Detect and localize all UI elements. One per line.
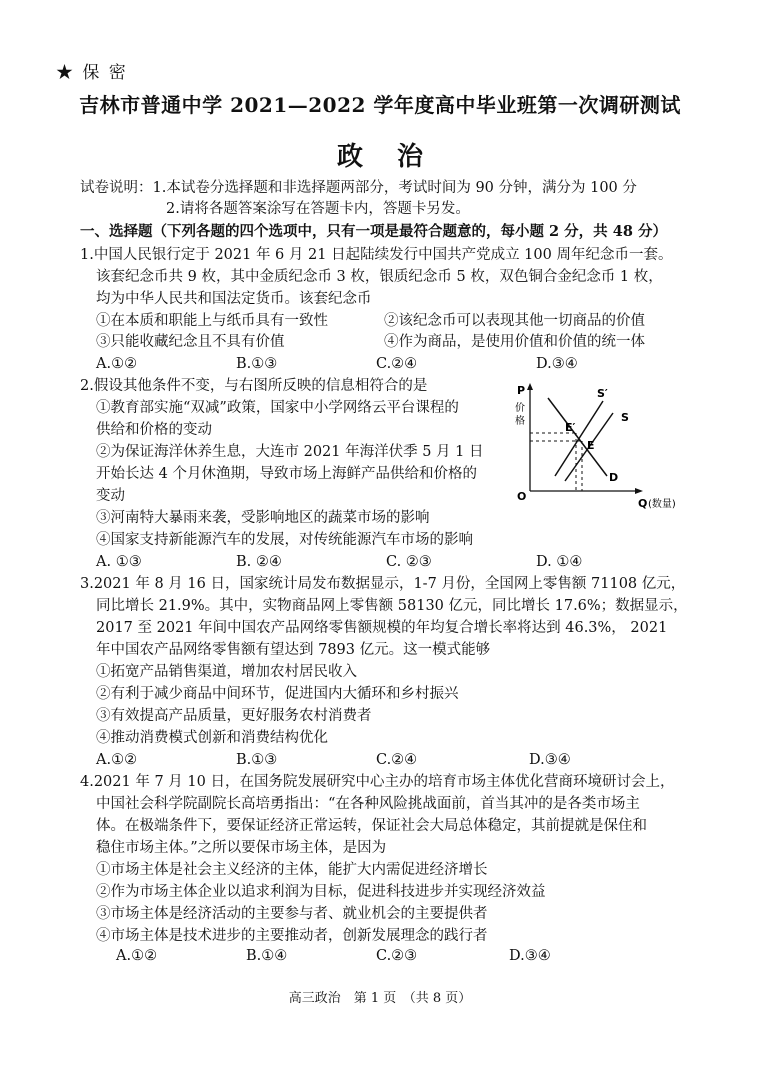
option-a: A.①②: [96, 752, 138, 768]
option-d: D. ①④: [536, 554, 583, 570]
option-d: D.③④: [536, 356, 578, 372]
question-text-line: 供给和价格的变动: [96, 422, 212, 438]
label-e: E: [587, 439, 595, 452]
statement-3: ③只能收藏纪念且不具有价值: [96, 334, 285, 350]
option-b: B. ②④: [236, 554, 282, 570]
statement-3: ③河南特大暴雨来袭，受影响地区的蔬菜市场的影响: [96, 510, 430, 526]
statement-3: ③有效提高产品质量，更好服务农村消费者: [96, 708, 372, 724]
statement-1: ①市场主体是社会主义经济的主体，能扩大内需促进经济增长: [96, 862, 488, 878]
option-d: D.③④: [509, 948, 551, 964]
statement-4: ④国家支持新能源汽车的发展，对传统能源汽车市场的影响: [96, 532, 473, 548]
question-text-line: 体。在极端条件下，要保证经济正常运转，保证社会大局总体稳定，其前提就是保住和: [96, 818, 647, 834]
question-text-line: 开始长达 4 个月休渔期，导致市场上海鲜产品供给和价格的: [96, 466, 477, 482]
option-d: D.③④: [529, 752, 571, 768]
axis-label-price-char-2: 格: [515, 416, 525, 427]
statement-2: ②该纪念币可以表现其他一切商品的价值: [384, 313, 645, 329]
option-c: C.②③: [376, 948, 418, 964]
statement-1: ①拓宽产品销售渠道，增加农村居民收入: [96, 664, 357, 680]
option-a: A.①②: [116, 948, 158, 964]
section-heading: 一、选择题（下列各题的四个选项中，只有一项是最符合题意的，每小题 2 分，共 48 分）: [80, 223, 667, 240]
y-axis-arrow: [527, 383, 533, 390]
option-a: A. ①③: [96, 554, 142, 570]
instructions-line-2: 2.请将各题答案涂写在答题卡内，答题卡另发。: [166, 201, 470, 217]
secret-label: ★ 保 密: [56, 63, 128, 83]
statement-1: ①在本质和职能上与纸币具有一致性: [96, 313, 328, 329]
label-s: S: [621, 411, 629, 424]
statement-1: ①教育部实施“双减”政策，国家中小学网络云平台课程的: [96, 400, 459, 416]
statement-4: ④作为商品，是使用价值和价值的统一体: [384, 334, 645, 350]
statement-4: ④推动消费模式创新和消费结构优化: [96, 730, 328, 746]
question-text-line: 2017 至 2021 年间中国农产品网络零售额规模的年均复合增长率将达到 46.3%， 2021: [96, 620, 668, 636]
page-footer: 高三政治 第 1 页 （共 8 页）: [288, 991, 472, 1006]
statement-2: ②有利于减少商品中间环节，促进国内大循环和乡村振兴: [96, 686, 459, 702]
option-b: B.①③: [236, 356, 278, 372]
option-c: C.②④: [376, 752, 418, 768]
statement-2: ②为保证海洋休养生息，大连市 2021 年海洋伏季 5 月 1 日: [96, 444, 484, 460]
instructions-line-1: 试卷说明：1.本试卷分选择题和非选择题两部分，考试时间为 90 分钟，满分为 100 分: [80, 180, 637, 196]
supply-demand-graph: [505, 378, 695, 513]
question-text-line: 稳住市场主体。”之所以要保市场主体，是因为: [96, 840, 387, 856]
option-c: C.②④: [376, 356, 418, 372]
statement-2: ②作为市场主体企业以追求利润为目标，促进科技进步并实现经济效益: [96, 884, 546, 900]
option-b: B.①③: [236, 752, 278, 768]
question-text-line: 同比增长 21.9%。其中，实物商品网上零售额 58130 亿元，同比增长 17.6%；数据显示，: [96, 598, 688, 614]
statement-3: ③市场主体是经济活动的主要参与者、就业机会的主要提供者: [96, 906, 488, 922]
exam-title: 吉林市普通中学 2021—2022 学年度高中毕业班第一次调研测试: [79, 93, 681, 117]
axis-label-p: P: [517, 384, 526, 397]
origin-label: O: [517, 490, 527, 503]
question-text-line: 年中国农产品网络零售额有望达到 7893 亿元。这一模式能够: [96, 642, 491, 658]
question-text-line: 中国社会科学院副院长高培勇指出：“在各种风险挑战面前，首当其冲的是各类市场主: [96, 796, 640, 812]
label-d: D: [609, 471, 619, 484]
option-c: C. ②③: [386, 554, 432, 570]
question-text-line: 1.中国人民银行定于 2021 年 6 月 21 日起陆续发行中国共产党成立 100 周年纪念币一套。: [80, 247, 673, 263]
question-text-line: 2.假设其他条件不变，与右图所反映的信息相符合的是: [80, 378, 428, 394]
statement-4: ④市场主体是技术进步的主要推动者，创新发展理念的践行者: [96, 928, 488, 944]
option-a: A.①②: [96, 356, 138, 372]
option-b: B.①④: [246, 948, 288, 964]
label-e-prime: E′: [565, 421, 576, 434]
axis-label-quantity: (数量): [648, 499, 676, 510]
question-text-line: 均为中华人民共和国法定货币。该套纪念币: [96, 291, 372, 307]
axis-label-q: Q: [638, 497, 648, 510]
question-text-line: 4.2021 年 7 月 10 日，在国务院发展研究中心主办的培育市场主体优化营商环境研讨会上，: [80, 774, 675, 790]
label-s-prime: S′: [597, 387, 608, 400]
question-text-line: 变动: [96, 488, 125, 504]
question-text-line: 3.2021 年 8 月 16 日，国家统计局发布数据显示，1-7 月份，全国网上零售额 71108 亿元，: [80, 576, 686, 592]
question-text-line: 该套纪念币共 9 枚，其中金质纪念币 3 枚，银质纪念币 5 枚，双色铜合金纪念币 1 枚，: [96, 269, 663, 285]
x-axis-arrow: [635, 488, 643, 494]
subject-title: 政治: [336, 142, 457, 172]
axis-label-price-char-1: 价: [515, 403, 525, 414]
